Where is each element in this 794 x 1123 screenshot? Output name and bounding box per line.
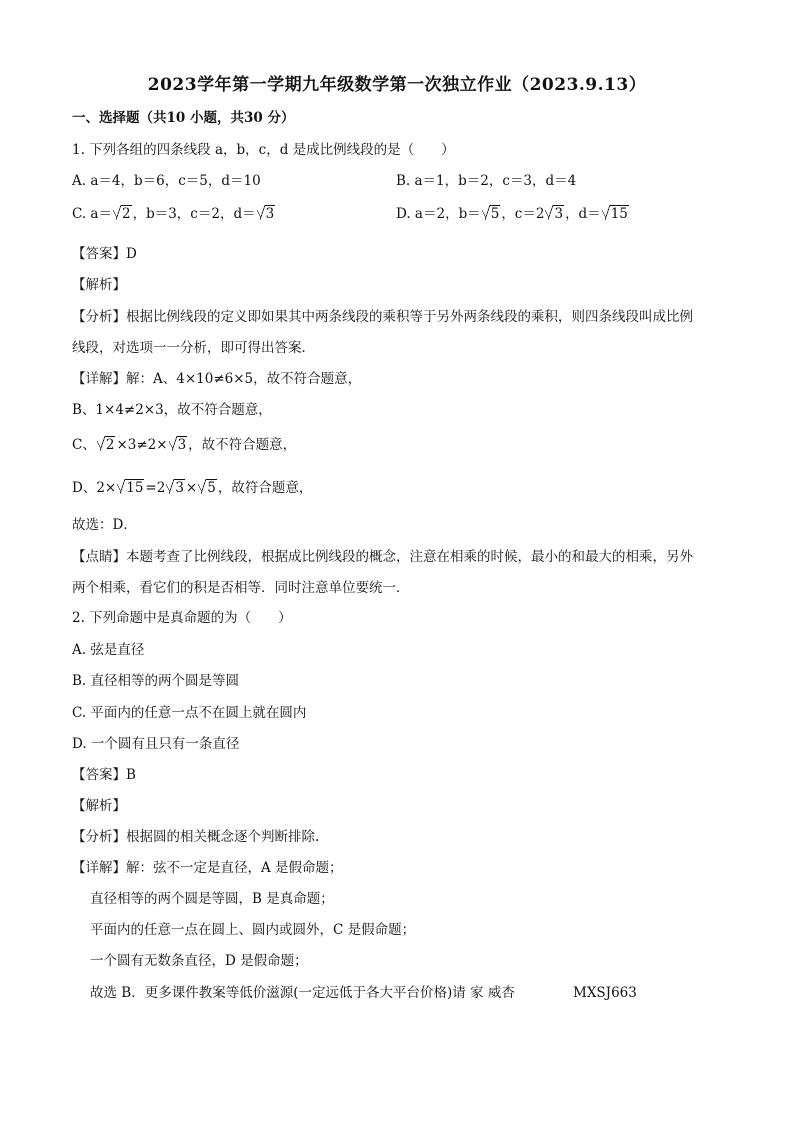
q1-analysis-line2: 线段，对选项一一分析，即可得出答案． [72,340,315,356]
q1-stem: 1. 下列各组的四条线段 a，b，c，d 是成比例线段的是（ ） [72,142,455,158]
q2-detail-1: 【详解】解：弦不一定是直径，A 是假命题； [72,860,343,876]
q1-jiexi: 【解析】 [72,277,126,293]
q1-option-d-mid2: ，d＝ [565,206,601,222]
q1-option-c-prefix: C. a＝ [72,206,112,222]
radicand: 3 [177,437,187,453]
q2-analysis: 【分析】根据圆的相关概念逐个判断排除. [72,829,320,845]
page-title: 2023学年第一学期九年级数学第一次独立作业（2023.9.13） [147,75,647,95]
q1-detail-d-prefix: D、2× [72,480,117,496]
q2-stem: 2. 下列命题中是真命题的为（ ） [72,610,292,626]
q1-detail-d [72,478,312,498]
q1-option-c [72,204,276,224]
q2-answer: 【答案】B [72,767,136,783]
radicand: 3 [554,206,564,222]
radicand: 15 [610,206,628,222]
q2-jiexi: 【解析】 [72,798,126,814]
sqrt-symbol [113,204,132,224]
q1-answer: 【答案】D [72,246,137,262]
q1-option-d-mid1: ，c＝2 [501,206,545,222]
q1-comment-line1: 【点睛】本题考查了比例线段，根据成比例线段的概念，注意在相乘的时候，最小的和最大的相乘，另外 [72,549,693,565]
sqrt-symbol [257,204,276,224]
watermark-code: MXSJ663 [573,985,637,1001]
q1-detail-d-suffix: ，故符合题意， [217,480,313,496]
sqrt-symbol [198,478,217,498]
q1-comment-line2: 两个相乘，看它们的积是否相等．同时注意单位要统一． [72,580,410,596]
q1-choose: 故选：D． [72,517,137,533]
q1-detail-d-mid1: =2 [145,480,166,496]
q2-detail-4: 一个圆有无数条直径，D 是假命题； [90,953,308,969]
q2-detail-5: 故选 B．更多课件教案等低价滋源(一定远低于各大平台价格)请 家 威杏 [90,985,515,1001]
q1-option-a: A. a＝4，b＝6，c＝5，d＝10 [72,173,261,189]
radicand: 2 [105,437,115,453]
q2-detail-2: 直径相等的两个圆是等圆，B 是真命题； [90,891,334,907]
q1-detail-c [72,435,296,455]
q2-option-c: C. 平面内的任意一点不在圆上就在圆内 [72,705,307,721]
radicand: 15 [126,480,144,496]
sqrt-symbol [545,204,564,224]
q1-detail-c-prefix: C、 [72,437,96,453]
radicand: 3 [175,480,184,496]
sqrt-symbol [117,478,144,498]
q1-detail-d-mid2: × [185,480,198,496]
radicand: 5 [490,206,500,222]
sqrt-symbol [482,204,501,224]
radicand: 5 [207,480,216,496]
q1-detail-b: B、1×4≠2×3，故不符合题意， [72,402,272,418]
q1-option-d [396,204,630,224]
q1-option-b: B. a＝1，b＝2，c＝3，d＝4 [396,173,577,189]
q1-detail-c-suffix: ，故不符合题意， [188,437,297,453]
q1-option-c-mid: ，b＝3，c＝2，d＝ [132,206,256,222]
section-heading: 一、选择题（共10 小题，共30 分） [72,110,295,126]
q2-option-b: B. 直径相等的两个圆是等圆 [72,673,240,689]
q2-detail-3: 平面内的任意一点在圆上、圆内或圆外，C 是假命题； [90,922,416,938]
radicand: 3 [265,206,275,222]
q1-analysis-line1: 【分析】根据比例线段的定义即如果其中两条线段的乘积等于另外两条线段的乘积，则四条线段叫成比例 [72,309,693,325]
sqrt-symbol [602,204,629,224]
radicand: 2 [121,206,131,222]
q1-detail-a: 【详解】解：A、4×10≠6×5，故不符合题意， [72,371,362,387]
sqrt-symbol [166,478,185,498]
q2-option-a: A. 弦是直径 [72,642,145,658]
q1-detail-c-mid: ×3≠2× [116,437,168,453]
q1-option-d-prefix: D. a＝2，b＝ [396,206,481,222]
q2-option-d: D. 一个圆有且只有一条直径 [72,736,240,752]
sqrt-symbol [169,435,188,455]
sqrt-symbol [97,435,116,455]
